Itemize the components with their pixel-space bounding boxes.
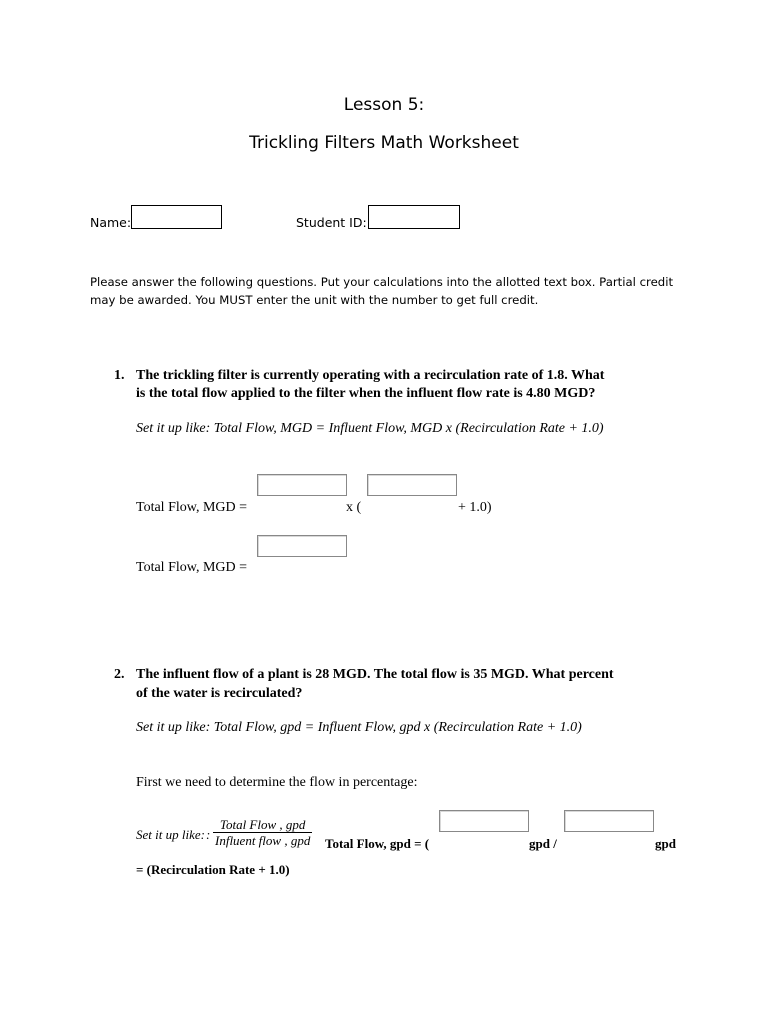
q1-influent-flow-input[interactable] (257, 474, 347, 496)
question-2-setup: Set it up like: Total Flow, gpd = Influent Flow, gpd x (Recirculation Rate + 1.0) (136, 720, 582, 735)
instructions-line-2: may be awarded. You MUST enter the unit with the number to get full credit. (90, 293, 539, 307)
q2-unit-2: gpd (655, 836, 676, 851)
q1-eq1-label: Total Flow, MGD = (136, 500, 248, 515)
question-2-first-step: First we need to determine the flow in percentage: (136, 775, 418, 790)
question-1-number: 1. (114, 368, 125, 383)
q1-eq1-times: x ( (346, 500, 362, 515)
q2-fraction-numerator: Total Flow , gpd (219, 817, 306, 832)
q2-unit-1: gpd / (529, 836, 557, 851)
question-2-number: 2. (114, 667, 125, 682)
q2-influent-flow-input[interactable] (564, 810, 654, 832)
lesson-heading: Lesson 5: (343, 95, 425, 115)
instructions-line-1: Please answer the following questions. Put your calculations into the allotted text box. Partial credit (90, 275, 674, 289)
q2-fraction-denominator: Influent flow , gpd (215, 833, 311, 848)
question-2-line-2: of the water is recirculated? (136, 686, 303, 701)
question-1-line-1: The trickling filter is currently operating with a recirculation rate of 1.8. What (136, 368, 605, 383)
question-2-line-1: The influent flow of a plant is 28 MGD. The total flow is 35 MGD. What percent (136, 667, 614, 682)
q2-eq-label: Total Flow, gpd = ( (325, 836, 430, 851)
q2-result: = (Recirculation Rate + 1.0) (136, 862, 290, 877)
student-id-label: Student ID: (296, 215, 367, 230)
student-id-field[interactable] (368, 205, 460, 229)
q2-setup-prefix: Set it up like: (136, 827, 205, 842)
worksheet-title: Trickling Filters Math Worksheet (249, 133, 519, 153)
q1-eq1-plus: + 1.0) (458, 500, 492, 515)
q2-total-flow-input[interactable] (439, 810, 529, 832)
question-1-line-2: is the total flow applied to the filter when the influent flow rate is 4.80 MGD? (136, 386, 596, 401)
name-label: Name: (90, 215, 132, 230)
q1-recirculation-rate-input[interactable] (367, 474, 457, 496)
q2-ratio-fraction (213, 817, 312, 848)
q1-eq2-label: Total Flow, MGD = (136, 560, 248, 575)
q2-setup-colon: : (206, 827, 211, 842)
name-field[interactable] (131, 205, 222, 229)
question-1-setup: Set it up like: Total Flow, MGD = Influent Flow, MGD x (Recirculation Rate + 1.0) (136, 421, 604, 436)
q1-total-flow-input[interactable] (257, 535, 347, 557)
